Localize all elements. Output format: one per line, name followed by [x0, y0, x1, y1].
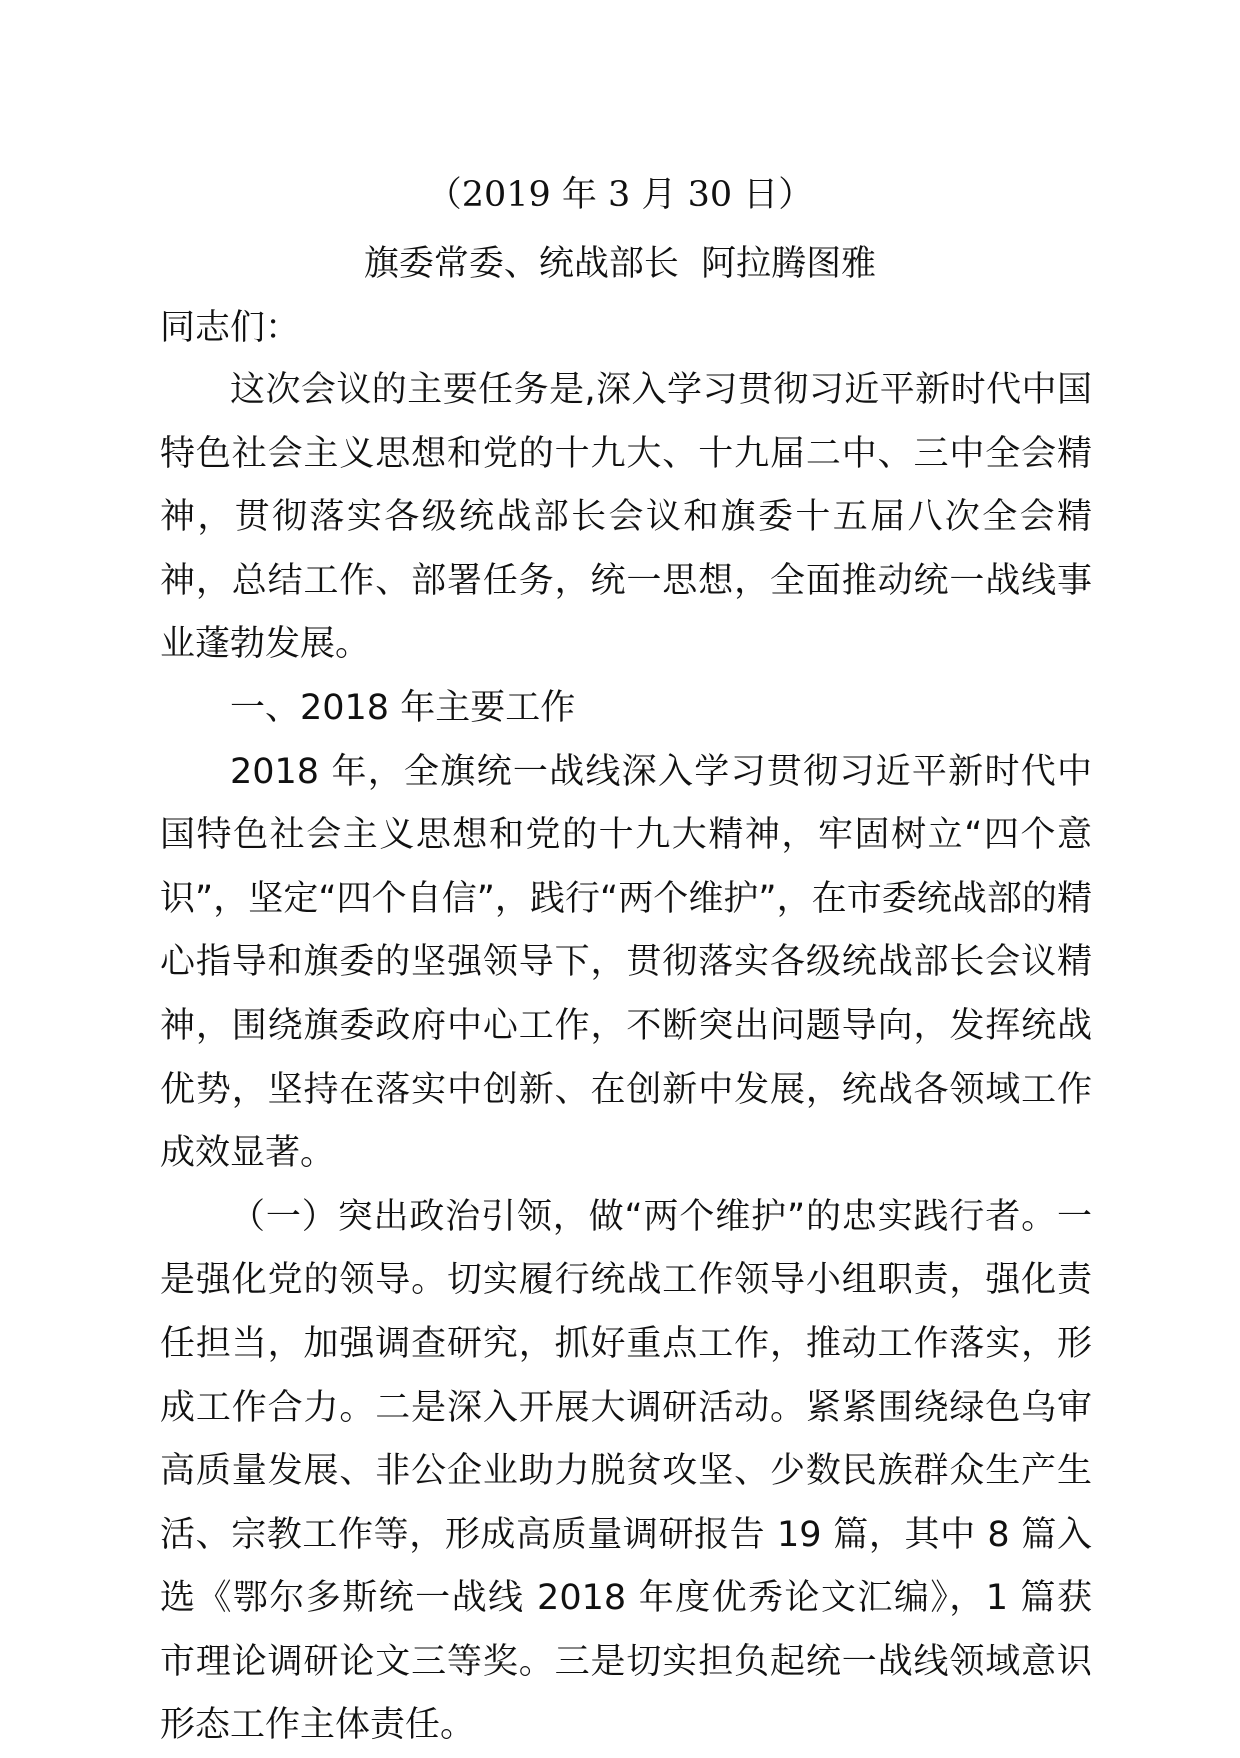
body-text — [160, 359, 1092, 1758]
speech-date: （2019 年 3 月 30 日） — [426, 175, 814, 215]
subsection-paragraph: （一）突出政治引领，做“两个维护”的忠实践行者。一是强化党的领导。切实履行统战工作领导小组职责，强化责任担当，加强调查研究，抓好重点工作，推动工作落实，形成工作合力。二是深入开展大调研活动。紧紧围绕绿色乌审高质量发展、非公企业助力脱贫攻坚、少数民族群众生产生活、宗教工作等，形成高质量调研报告 19 篇，其中 8 篇入选《鄂尔多斯统一战线 2018 年度优秀论文汇编》，1 篇获市理论调研论文三等奖。三是切实担负起统一战线领域意识形态工作主体责任。 — [160, 1196, 1092, 1746]
section-heading: 一、2018 年主要工作 — [230, 687, 576, 728]
speaker-line: 旗委常委、统战部长 阿拉腾图雅 — [363, 244, 877, 284]
salutation: 同志们： — [160, 308, 301, 348]
intro-paragraph: 这次会议的主要任务是,深入学习贯彻习近平新时代中国特色社会主义思想和党的十九大、十九届二中、三中全会精神，贯彻落实各级统战部长会议和旗委十五届八次全会精神，总结工作、部署任务，统一思想，全面推动统一战线事业蓬勃发展。 — [160, 370, 1092, 665]
summary-paragraph: 2018 年，全旗统一战线深入学习贯彻习近平新时代中国特色社会主义思想和党的十九大精神，牢固树立“四个意识”，坚定“四个自信”，践行“两个维护”，在市委统战部的精心指导和旗委的坚强领导下，贯彻落实各级统战部长会议精神，围绕旗委政府中心工作，不断突出问题导向，发挥统战优势，坚持在落实中创新、在创新中发展，统战各领域工作成效显著。 — [160, 751, 1092, 1174]
